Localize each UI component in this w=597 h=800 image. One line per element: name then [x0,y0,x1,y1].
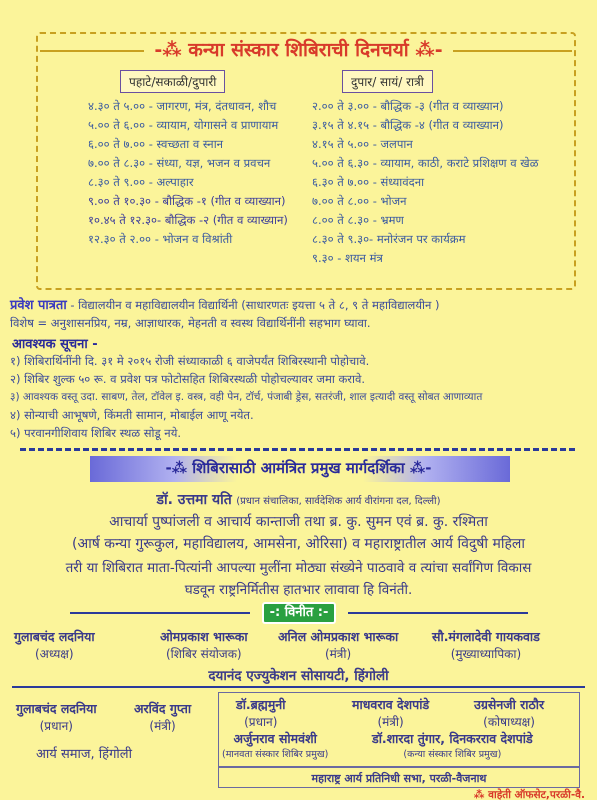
notice-list [10,352,590,442]
dashed-divider [20,448,575,451]
signatory [236,696,285,730]
guide-line-2: आचार्या पुष्पांजली व आचार्य कान्ताजी तथा ब्र. कु. सुमन एवं ब्र. कु. रश्मिता [109,514,488,530]
signatory-role: (प्रधान) [244,715,278,729]
notice-item: २) शिबिर शुल्क ५० रू. व प्रवेश पत्र फोटोसहित शिबिरस्थळी पोहोचल्यावर जमा करावे. [10,372,366,386]
schedule-item: ८.०० ते ८.३० - भ्रमण [312,213,404,227]
guide-name: डॉ. उत्तमा यति [156,492,232,508]
guides-heading: -⁂ शिबिरासाठी आमंत्रित प्रमुख मार्गदर्शिका ⁂- [165,459,432,477]
signatory-role: (मंत्री) [324,647,352,661]
schedule-item: ५.०० ते ६.३० - व्यायाम, काठी, कराटे प्रशिक्षण व खेळ [312,156,539,170]
right-schedule-list [312,97,538,268]
signatory [14,628,95,662]
signatory-name: अरविंद गुप्ता [134,701,192,716]
signatory-name: अनिल ओमप्रकाश भारूका [278,629,399,644]
notice-item: ४) सोन्याची आभूषणे, किंमती सामान, मोबाईल आणू नयेत. [10,408,254,422]
signatory-role: (मुख्याध्यापिका) [450,647,522,661]
schedule-item: २.०० ते ३.०० - बौद्धिक -३ (गीत व व्याख्यान) [312,99,504,113]
signatory [432,628,540,662]
schedule-item: ९.३० - शयन मंत्र [312,251,383,265]
left-schedule-list [88,97,288,249]
signatory [474,696,544,730]
signatory [372,730,533,760]
org-dayanand: दयानंद एज्युकेशन सोसायटी, हिंगोली [208,668,389,684]
vinit-line-left [70,612,250,614]
page-title: -⁂ कन्या संस्कार शिबिराची दिनचर्या ⁂- [144,36,452,62]
signatory-name: सौ.मंगलादेवी गायकवाड [432,629,540,644]
schedule-item: ३.१५ ते ४.१५ - बौद्धिक -४ (गीत व व्याख्यान) [312,118,504,132]
signatory-name: गुलाबचंद लदनिया [16,701,97,716]
signatory-name: डॉ.ब्रह्ममुनी [236,697,286,712]
signatory-name: अर्जुनराव सोमवंशी [233,731,317,746]
signatory [134,700,191,734]
notice-item: ३) आवश्यक वस्तू उदा. साबण, तेल, टॉवेल इ. वस्त्र, वही पेन, टॉर्च, पंजाबी ड्रेस, सतरंजी, शाल इत्यादी वस्तू सोबत आणाव्यात [10,391,483,403]
schedule-item: ६.३० ते ७.०० - संध्यावंदना [312,175,425,189]
schedule-item: ५.०० ते ६.०० - व्यायाम, योगासने व प्राणायाम [88,118,279,132]
printer-credit: ⁂ वाहेती ऑफसेट,परळी-वै. [473,789,585,800]
signatory-role: (मंत्री) [377,715,404,729]
signatory [222,730,328,760]
schedule-item: ७.०० ते ८.३० - संध्या, यज्ञ, भजन व प्रवचन [88,156,271,170]
signatory-name: ओमप्रकाश भारूका [160,629,248,644]
signatory-role: (मानवता संस्कार शिबिर प्रमुख) [222,749,329,760]
signatory-role: (मंत्री) [149,719,176,733]
schedule-item: १२.३० ते २.०० - भोजन व विश्रांती [88,232,233,246]
schedule-item: ४.१५ ते ५.०० - जलपान [312,137,413,151]
vinit-line-right [348,612,528,614]
signatory-role: (अध्यक्ष) [34,647,74,661]
signatory [16,700,97,734]
left-column-header: पहाटे/सकाळी/दुपारी [120,70,225,93]
schedule-item: ८.३० ते ९.३०- मनोरंजन पर कार्यक्रम [312,232,466,246]
signatory-name: उग्रसेनजी राठौर [474,697,545,712]
signatory-role: (शिबिर संयोजक) [166,647,242,661]
org-pratinidhi-sabha: महाराष्ट्र आर्य प्रतिनिधी सभा, परळी-वैजनाथ [311,772,487,785]
schedule-item: ९.०० ते १०.३० - बौद्धिक -१ (गीत व व्याख्यान) [88,194,286,208]
schedule-item: ७.०० ते ८.०० - भोजन [312,194,407,208]
notice-heading: आवश्यक सूचना - [12,337,98,352]
notice-item: १) शिबिरार्थिनींनी दि. ३१ मे २०१५ रोजी संध्याकाळी ६ वाजेपर्यंत शिबिरस्थानी पोहोचावे. [10,354,370,368]
signatory-role: (कोषाध्यक्ष) [483,715,535,729]
eligibility-line [10,296,590,315]
guide-line-4: तरी या शिबिरात माता-पित्यांनी आपल्या मुलींना मोठ्या संख्येने पाठवावे व त्यांचा सर्वांगिण विकास [65,560,532,576]
title-wrap [0,36,597,62]
schedule-item: ६.०० ते ७.०० - स्वच्छता व स्नान [88,137,224,151]
guide-line-5: घडवून राष्ट्रनिर्मितीस हातभार लावावा हि विनंती. [184,582,413,598]
sabha-divider [218,766,580,768]
guide-line-1 [0,490,597,509]
schedule-item: ८.३० ते ९.०० - अल्पाहार [88,175,194,189]
signatory [278,628,398,662]
org-arya-samaj: आर्य समाज, हिंगोली [36,747,132,762]
signatory [160,628,248,662]
guide-line-3: (आर्ष कन्या गुरूकुल, महाविद्यालय, आमसेना, ओरिसा) व महाराष्ट्रातील आर्य विदुषी महिला [71,536,526,552]
schedule-item: १०.४५ ते १२.३०- बौद्धिक -२ (गीत व व्याख्यान) [88,213,288,227]
signatory-role: (कन्या संस्कार शिबिर प्रमुख) [403,749,502,760]
guide-role: (प्रधान संचालिका, सार्वदेशिक आर्य वीरांगना दल, दिल्ली) [236,496,441,507]
schedule-item: ४.३० ते ५.०० - जागरण, मंत्र, दंतधावन, शौच [88,99,277,113]
eligibility-label: प्रवेश पात्रता [10,298,67,313]
signatory-role: (प्रधान) [39,719,73,733]
right-column-header: दुपार/ सायं/ रात्री [342,70,433,93]
eligibility-special: विशेष = अनुशासनप्रिय, नम्र, आज्ञाधारक, मेहनती व स्वस्थ विद्यार्थिनींनी सहभाग घ्यावा. [10,316,371,330]
notice-item: ५) परवानगीशिवाय शिबिर स्थळ सोडू नये. [10,426,182,440]
vinit-badge: -: विनीत :- [262,602,336,624]
signatory-name: डॉ.शारदा तुंगार, दिनकरराव देशपांडे [372,731,533,746]
signatory [352,696,429,730]
org-divider [12,686,585,688]
signatory-name: माधवराव देशपांडे [352,697,430,712]
signatory-name: गुलाबचंद लदनिया [14,629,95,644]
eligibility-text: - विद्यालयीन व महाविद्यालयीन विद्यार्थिनी (साधारणतः इयत्ता ५ ते ८, ९ ते महाविद्यालयीन ) [66,298,440,312]
